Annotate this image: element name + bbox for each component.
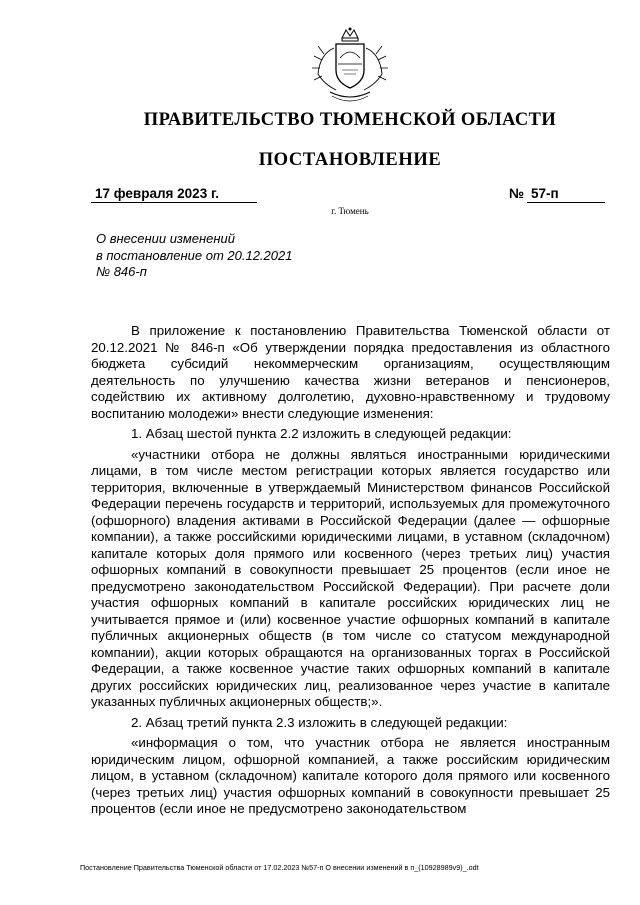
subject-line: в постановление от 20.12.2021 bbox=[96, 247, 293, 263]
amendment-quote-2: «информация о том, что участник отбора не является иностранным юридическим лицом, офшорной компанией, а также российским юридическим лицом, в уставном (складочном) капитале которого доля прямого или косвенного (через третьих лиц) участия офшорных компаний в совокупности превышает 25 процентов (если иное не предусмотрено законодательством bbox=[91, 735, 610, 816]
number-sign: № bbox=[509, 186, 525, 201]
intro-paragraph: В приложение к постановлению Правительства Тюменской области от 20.12.2021 № 846-п «Об утверждении порядка предоставления из областного бюджета субсидий некоммерческим организациям, осуществляющим деятельность по улучшению качества жизни ветеранов и пенсионеров, содействию их активному долголетию, духовно-нравственному и трудовому воспитанию молодежи» внести следующие изменения: bbox=[91, 323, 610, 421]
document-date: 17 февраля 2023 г. bbox=[91, 186, 257, 203]
subject-line: О внесении изменений bbox=[96, 231, 235, 246]
document-city: г. Тюмень bbox=[331, 206, 369, 216]
number-value: 57-п bbox=[527, 186, 605, 203]
page-footer: Постановление Правительства Тюменской области от 17.02.2023 №57-п О внесении изменений в п_(10928989v9)_.odt bbox=[80, 863, 479, 872]
organization-title: ПРАВИТЕЛЬСТВО ТЮМЕНСКОЙ ОБЛАСТИ bbox=[143, 110, 557, 130]
document-subject bbox=[96, 231, 396, 281]
document-body bbox=[91, 323, 610, 822]
document-type-title: ПОСТАНОВЛЕНИЕ bbox=[258, 150, 442, 170]
amendment-quote-1: «участники отбора не должны являться иностранными юридическими лицами, в том числе местом регистрации которых является государство или территория, включенные в утверждаемый Министерством финансов Российской Федерации перечень государств и территорий, используемых для промежуточного (офшорного) владения активами в Российской Федерации (далее — офшорные компании), а также российскими юридическими лицами, в уставном (складочном) капитале которых доля прямого или косвенного (через третьих лиц) участия офшорных компаний в совокупности превышает 25 процентов (если иное не предусмотрено законодательством Российской Федерации). При расчете доли участия офшорных компаний в капитале российских юридических лиц не учитывается прямое и (или) косвенное участие офшорных компаний в капитале публичных акционерных обществ (в том числе со статусом международной компании), акции которых обращаются на организованных торгах в Российской Федерации, а также косвенное участие таких офшорных компаний в капитале других российских юридических лиц, реализованное через участие в капитале указанных публичных акционерных обществ;». bbox=[91, 446, 610, 709]
coat-of-arms-icon bbox=[300, 24, 400, 110]
subject-line: № 846-п bbox=[96, 264, 147, 279]
amendment-item-1: 1. Абзац шестой пункта 2.2 изложить в следующей редакции: bbox=[131, 426, 512, 441]
amendment-item-2: 2. Абзац третий пункта 2.3 изложить в следующей редакции: bbox=[131, 714, 508, 730]
